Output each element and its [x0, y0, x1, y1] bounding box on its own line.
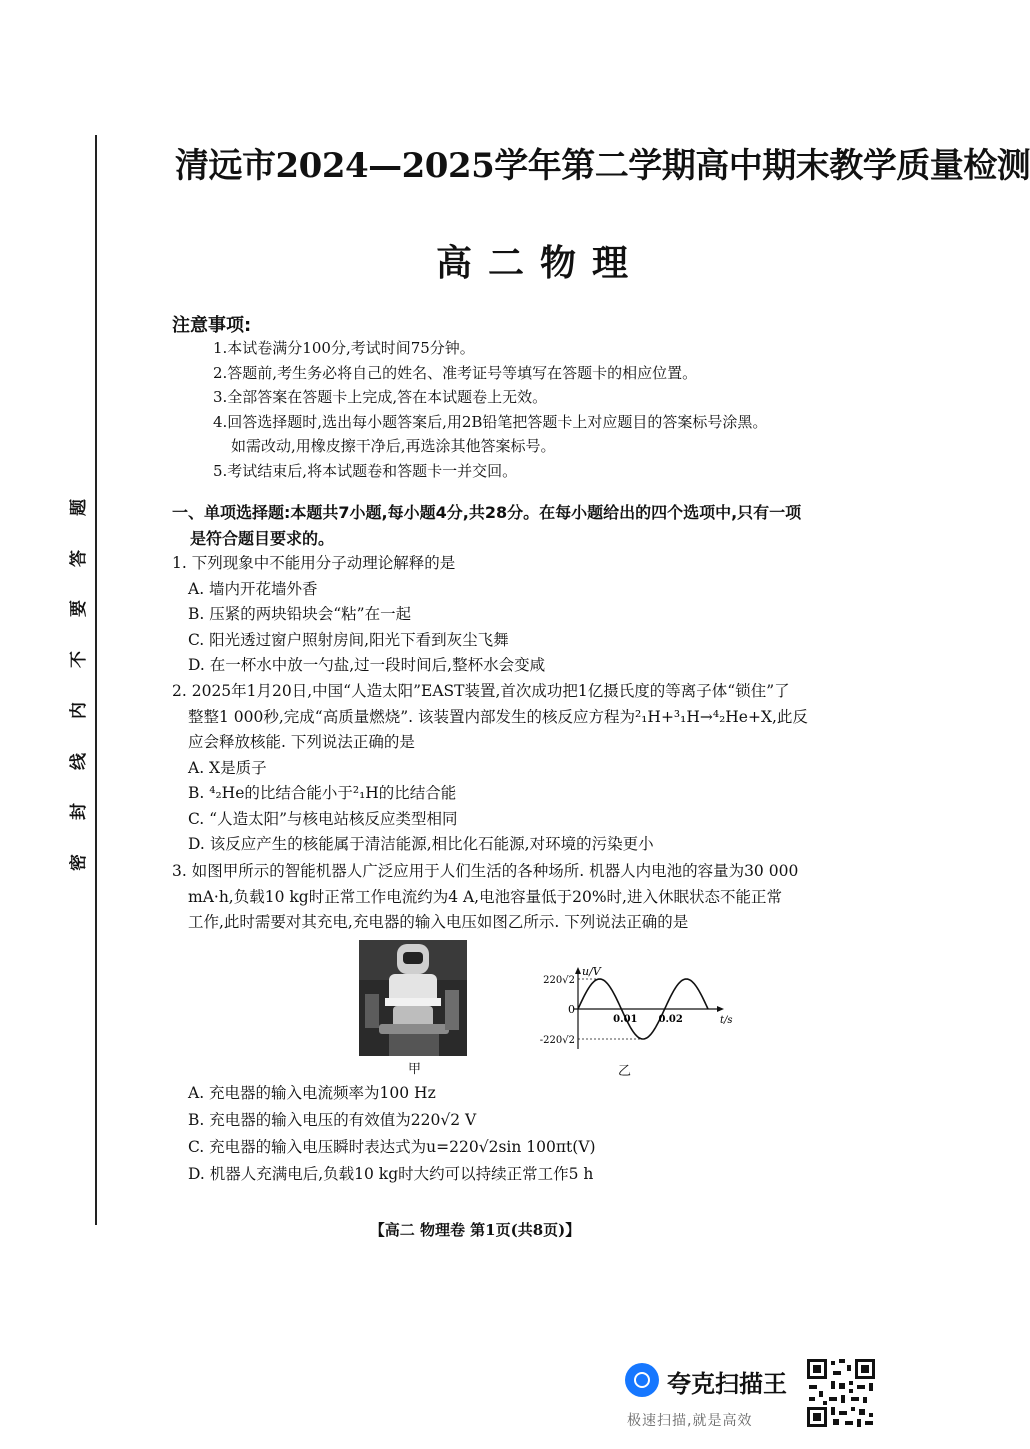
scanner-watermark [625, 1358, 805, 1433]
binding-char: 封 [68, 803, 89, 821]
voltage-chart [528, 965, 733, 1060]
option-b: B. 充电器的输入电压的有效值为220√2 V [188, 1111, 477, 1129]
note-item: 4.回答选择题时,选出每小题答案后,用2B铅笔把答题卡上对应题目的答案标号涂黑。 [213, 412, 768, 431]
question-2 [172, 679, 902, 858]
option-a: A. X是质子 [188, 758, 267, 777]
question-3-options [188, 1080, 596, 1188]
brand-name: 夸克扫描王 [667, 1370, 787, 1398]
exam-subject: 高二物理 [435, 243, 644, 284]
exam-title: 清远市2024—2025学年第二学期高中期末教学质量检测 [175, 146, 1030, 186]
y-axis-label: u/V [582, 965, 601, 978]
x-axis-arrow [717, 1006, 724, 1012]
note-item: 3.全部答案在答题卡上完成,答在本试题卷上无效。 [213, 388, 548, 406]
note-item: 如需改动,用橡皮擦干净后,再选涂其他答案标号。 [231, 437, 556, 455]
robot-photo [359, 940, 467, 1056]
question-stem-line: mA·h,负载10 kg时正常工作电流约为4 A,电池容量低于20%时,进入休眠状态不能正常 [188, 887, 782, 906]
note-item: 2.答题前,考生务必将自己的姓名、准考证号等填写在答题卡的相应位置。 [213, 363, 698, 382]
x-tick-label: 0.02 [658, 1014, 683, 1025]
origin-label: 0 [568, 1003, 575, 1016]
binding-char: 答 [68, 549, 89, 567]
note-item: 5.考试结束后,将本试题卷和答题卡一并交回。 [213, 461, 518, 480]
option-a: A. 墙内开花墙外香 [188, 579, 318, 598]
section-line: 一、单项选择题:本题共7小题,每小题4分,共28分。在每小题给出的四个选项中,只有一项 [172, 503, 802, 522]
question-stem-line: 3. 如图甲所示的智能机器人广泛应用于人们生活的各种场所. 机器人内电池的容量为30 000 [172, 862, 799, 880]
x-tick-label: 0.01 [613, 1014, 638, 1025]
binding-char: 要 [68, 600, 89, 618]
question-stem-line: 工作,此时需要对其充电,充电器的输入电压如图乙所示. 下列说法正确的是 [188, 913, 689, 931]
option-d: D. 机器人充满电后,负载10 kg时大约可以持续正常工作5 h [188, 1165, 594, 1183]
binding-char: 线 [68, 752, 89, 770]
figure-caption-a: 甲 [408, 1062, 422, 1077]
brand-slogan: 极速扫描,就是高效 [627, 1413, 753, 1429]
qr-code-icon[interactable] [805, 1357, 877, 1429]
y-tick-label: 220√2 [543, 975, 575, 986]
notes-list [213, 336, 903, 483]
question-stem: 1. 下列现象中不能用分子动理论解释的是 [172, 554, 456, 572]
option-c: C. 充电器的输入电压瞬时表达式为u=220√2sin 100πt(V) [188, 1138, 596, 1156]
question-stem-line: 2. 2025年1月20日,中国“人造太阳”EAST装置,首次成功把1亿摄氏度的等离子体“锁住”了 [172, 682, 790, 700]
binding-char: 不 [68, 651, 89, 669]
option-d: D. 该反应产生的核能属于清洁能源,相比化石能源,对环境的污染更小 [188, 835, 654, 853]
option-c: C. “人造太阳”与核电站核反应类型相同 [188, 809, 458, 828]
binding-char: 密 [68, 853, 89, 871]
option-a: A. 充电器的输入电流频率为100 Hz [188, 1084, 436, 1102]
y-tick-label: -220√2 [539, 1035, 575, 1046]
question-3 [172, 859, 902, 936]
notes-heading: 注意事项: [172, 315, 252, 336]
question-stem-line: 应会释放核能. 下列说法正确的是 [188, 733, 415, 751]
y-axis-arrow [575, 967, 581, 974]
binding-line [95, 135, 97, 1225]
option-b: B. 压紧的两块铅块会“粘”在一起 [188, 605, 412, 623]
section-heading [172, 500, 902, 552]
figure-caption-b: 乙 [618, 1064, 632, 1079]
binding-warning [62, 495, 90, 875]
question-stem-line: 整整1 000秒,完成“高质量燃烧”. 该装置内部发生的核反应方程为²₁H+³₁H→⁴₂He+X,此反 [188, 707, 808, 726]
binding-char: 题 [68, 499, 89, 516]
option-b: B. ⁴₂He的比结合能小于²₁H的比结合能 [188, 784, 457, 802]
brand-logo-icon [625, 1363, 659, 1397]
binding-char: 内 [68, 701, 89, 719]
option-d: D. 在一杯水中放一勺盐,过一段时间后,整杯水会变咸 [188, 656, 546, 674]
section-line: 是符合题目要求的。 [190, 529, 335, 548]
robot-illustration [359, 940, 467, 1056]
note-item: 1.本试卷满分100分,考试时间75分钟。 [213, 339, 475, 357]
x-axis-label: t/s [720, 1015, 733, 1026]
question-1 [172, 551, 902, 679]
page-footer: 【高二 物理卷 第1页(共8页)】 [369, 1221, 581, 1239]
option-c: C. 阳光透过窗户照射房间,阳光下看到灰尘飞舞 [188, 630, 509, 649]
